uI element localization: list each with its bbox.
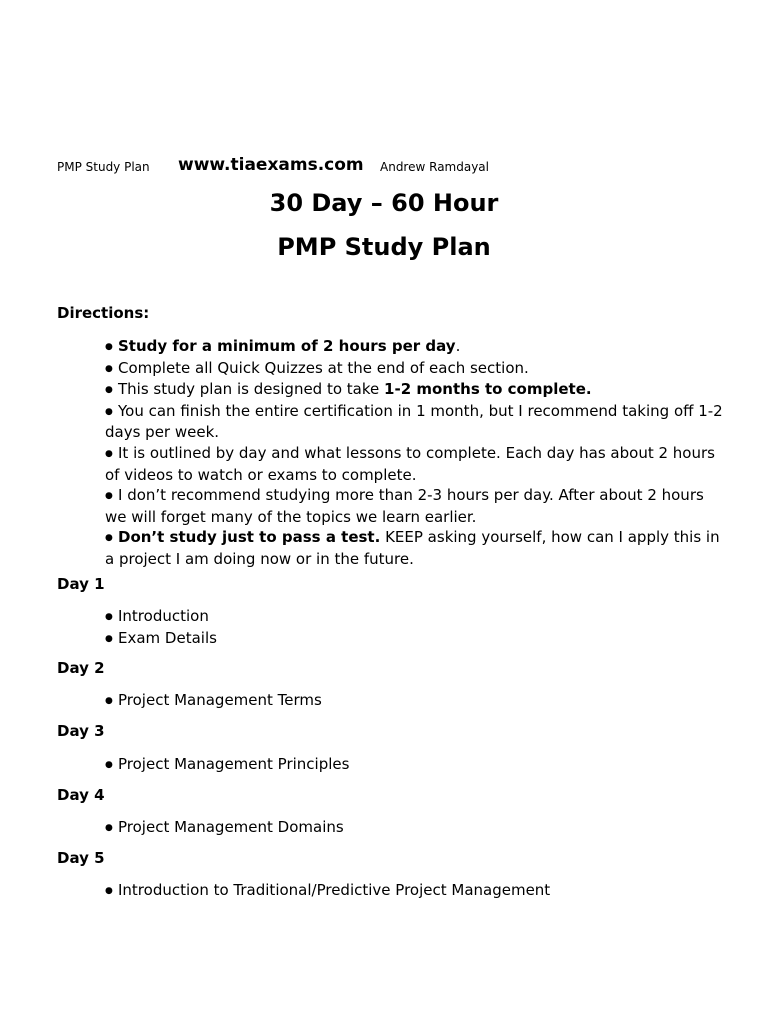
bullet-dot-icon: ● [105,886,113,896]
page-title-line-1: 30 Day – 60 Hour [269,189,499,217]
day-item [105,628,725,650]
bullet-dot-icon: ● [105,406,113,417]
day-item-text: Introduction to Traditional/Predictive Project Management [118,881,551,899]
header-doc-title: PMP Study Plan [57,160,150,174]
day-heading: Day 1 [57,575,105,593]
directions-item [105,401,725,443]
directions-item-text: This study plan is designed to take [118,380,385,399]
directions-item [105,527,725,569]
header-website: www.tiaexams.com [178,155,364,175]
day-list [105,690,725,712]
day-heading: Day 5 [57,849,105,867]
directions-item-text: It is outlined by day and what lessons to complete. Each day has about 2 hours of videos to watch or exams to complete. [105,443,715,484]
bullet-dot-icon: ● [105,633,113,644]
day-item [105,880,725,902]
day-heading: Day 2 [57,659,105,677]
day-list [105,880,725,902]
bullet-dot-icon: ● [105,533,113,544]
day-item-text: Project Management Domains [118,818,344,836]
directions-item [105,485,725,527]
day-list [105,754,725,776]
directions-item [105,336,725,358]
bullet-dot-icon: ● [105,696,113,706]
day-heading: Day 3 [57,722,105,740]
directions-item-text: You can finish the entire certification in 1 month, but I recommend taking off 1-2 days per week. [105,401,723,442]
page-title-line-2: PMP Study Plan [277,233,491,261]
directions-item [105,443,725,485]
day-item [105,606,725,628]
directions-item [105,358,725,380]
bullet-dot-icon: ● [105,823,113,833]
day-item-text: Exam Details [118,628,217,647]
directions-item-text: . [455,337,461,355]
bullet-dot-icon: ● [105,363,113,374]
directions-list [105,336,725,570]
directions-item [105,379,725,401]
bullet-dot-icon: ● [105,448,113,459]
bullet-dot-icon: ● [105,760,113,770]
directions-item-text: Complete all Quick Quizzes at the end of each section. [118,358,529,377]
bullet-dot-icon: ● [105,491,113,502]
day-list [105,817,725,839]
day-item [105,754,725,776]
day-list [105,606,725,649]
day-item [105,817,725,839]
directions-item-text: KEEP asking yourself, how can I apply this in a project I am doing now or in the future. [105,528,720,568]
day-item-text: Project Management Terms [118,691,322,709]
day-item [105,690,725,712]
bullet-dot-icon: ● [105,612,113,622]
directions-item-bold: Study for a minimum of 2 hours per day [118,337,456,355]
directions-item-bold: Don’t study just to pass a test. [118,528,381,547]
page-header [57,150,717,180]
bullet-dot-icon: ● [105,342,113,352]
day-item-text: Introduction [118,607,209,625]
directions-heading: Directions: [57,304,150,322]
header-author: Andrew Ramdayal [380,160,489,174]
bullet-dot-icon: ● [105,385,113,396]
directions-item-bold: 1-2 months to complete. [384,380,592,399]
day-item-text: Project Management Principles [118,755,350,773]
day-heading: Day 4 [57,786,105,804]
directions-item-text: I don’t recommend studying more than 2-3 hours per day. After about 2 hours we will forget many of the topics we learn earlier. [105,486,704,526]
